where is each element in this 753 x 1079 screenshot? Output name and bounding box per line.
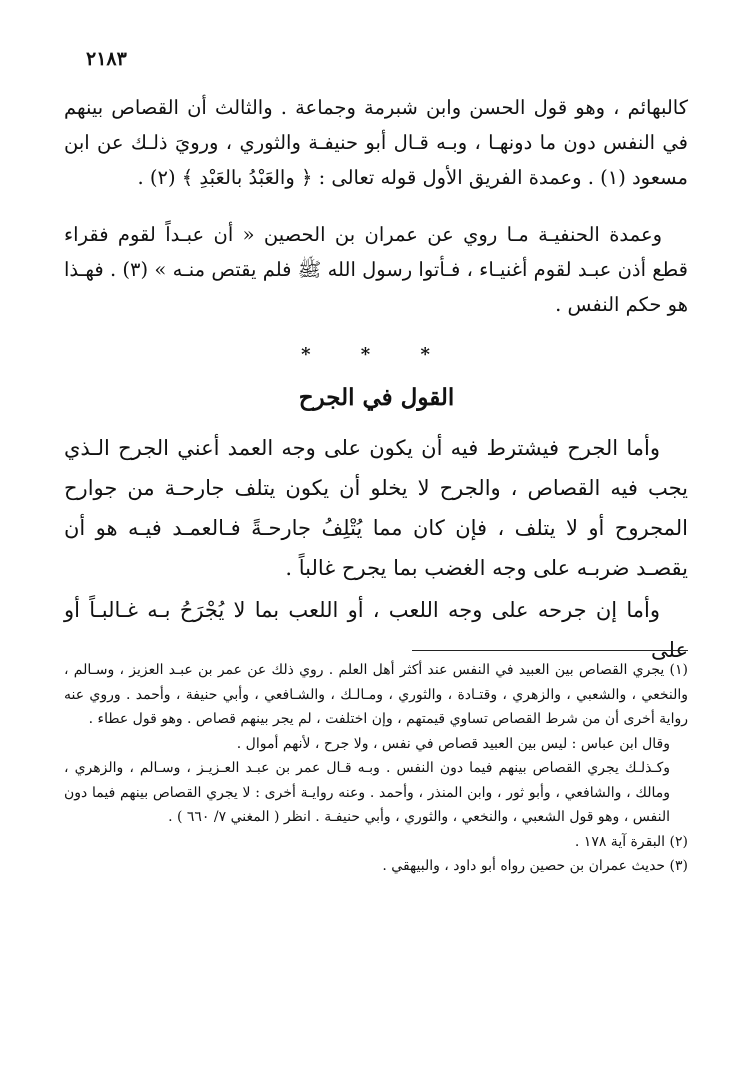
paragraph-1: كالبهائم ، وهو قول الحسن وابن شبرمة وجماعة . والثالث أن القصاص بينهم في النفس دون ما دونهـا ، وبـه قـال أبو حنيفـة والثوري ، ورويَ ذلـك عن ابن مسعود (١) . وعمدة الفريق الأول قوله تعالى : ﴿ والعَبْدُ بالعَبْدِ ﴾ (٢) .	[64, 96, 688, 189]
footnote-separator	[412, 650, 688, 651]
section-heading: القول في الجرح	[298, 384, 455, 411]
footnote-2: (٢) البقرة آية ١٧٨ .	[574, 833, 688, 850]
paragraph-3: وأما الجرح فيشترط فيه أن يكون على وجه العمد أعني الجرح الـذي يجب فيه القصاص ، والجرح لا يخلو أن يكون يتلف جارحـة من جوارح المجروح أو لا يتلف ، فإن كان مما يُتْلِفُ جارحـةً فـالعمـد فيـه هو أن يقصـد ضربـه على وجه الغضب بما يجرح غالباً .	[64, 436, 688, 580]
paragraph-2: وعمدة الحنفيـة مـا روي عن عمران بن الحصين « أن عبـداً لقوم فقراء قطع أذن عبـد لقوم أغنيـاء ، فـأتوا رسول الله ﷺ فلم يقتص منـه » (٣) . فهـذا هو حكم النفس .	[64, 223, 689, 316]
footnote-3: (٣) حديث عمران بن حصين رواه أبو داود ، والبيهقي .	[382, 858, 688, 874]
footnote-1-continued-b: وكـذلـك يجري القصاص بينهم فيما دون النفس . وبـه قـال عمر بن عبـد العـزيـز ، وسـالم ، والزهري ، ومالك ، والشافعي ، وأبو ثور ، وابن المنذر ، وأحمد . وعنه روايـة أخرى : لا يجري القصاص بينهم فيما دون النفس ، وهو قول الشعبي ، والنخعي ، والثوري ، وأبي حنيفـة . انظر ( المغني ٧/ ٦٦٠ ) .	[64, 760, 670, 825]
paragraph-4: وأما إن جرحه على وجه اللعب ، أو اللعب بما لا يُجْرَحُ بـه غـالبـاً أو على	[64, 598, 688, 662]
footnotes	[64, 658, 688, 879]
footnote-1: (١) يجري القصاص بين العبيد في النفس عند أكثر أهل العلم . روي ذلك عن عمر بن عبـد العزيز ، وسـالم ، والنخعي ، والشعبي ، والزهري ، وقتـادة ، والثوري ، ومـالـك ، والشـافعي ، وأبي حنيفة ، وأحمد . وروي عنه رواية أخرى أن من شرط القصاص تساوي قيمتهم ، وإن اختلفت ، لم يجر بينهم قصاص . وهو قول عطاء .	[64, 662, 688, 727]
page-number: ٢١٨٣	[86, 48, 127, 70]
footnote-1-continued-a: وقال ابن عباس : ليس بين العبيد قصاص في نفس ، ولا جرح ، لأنهم أموال .	[236, 735, 670, 752]
section-divider: * * *	[301, 344, 452, 365]
